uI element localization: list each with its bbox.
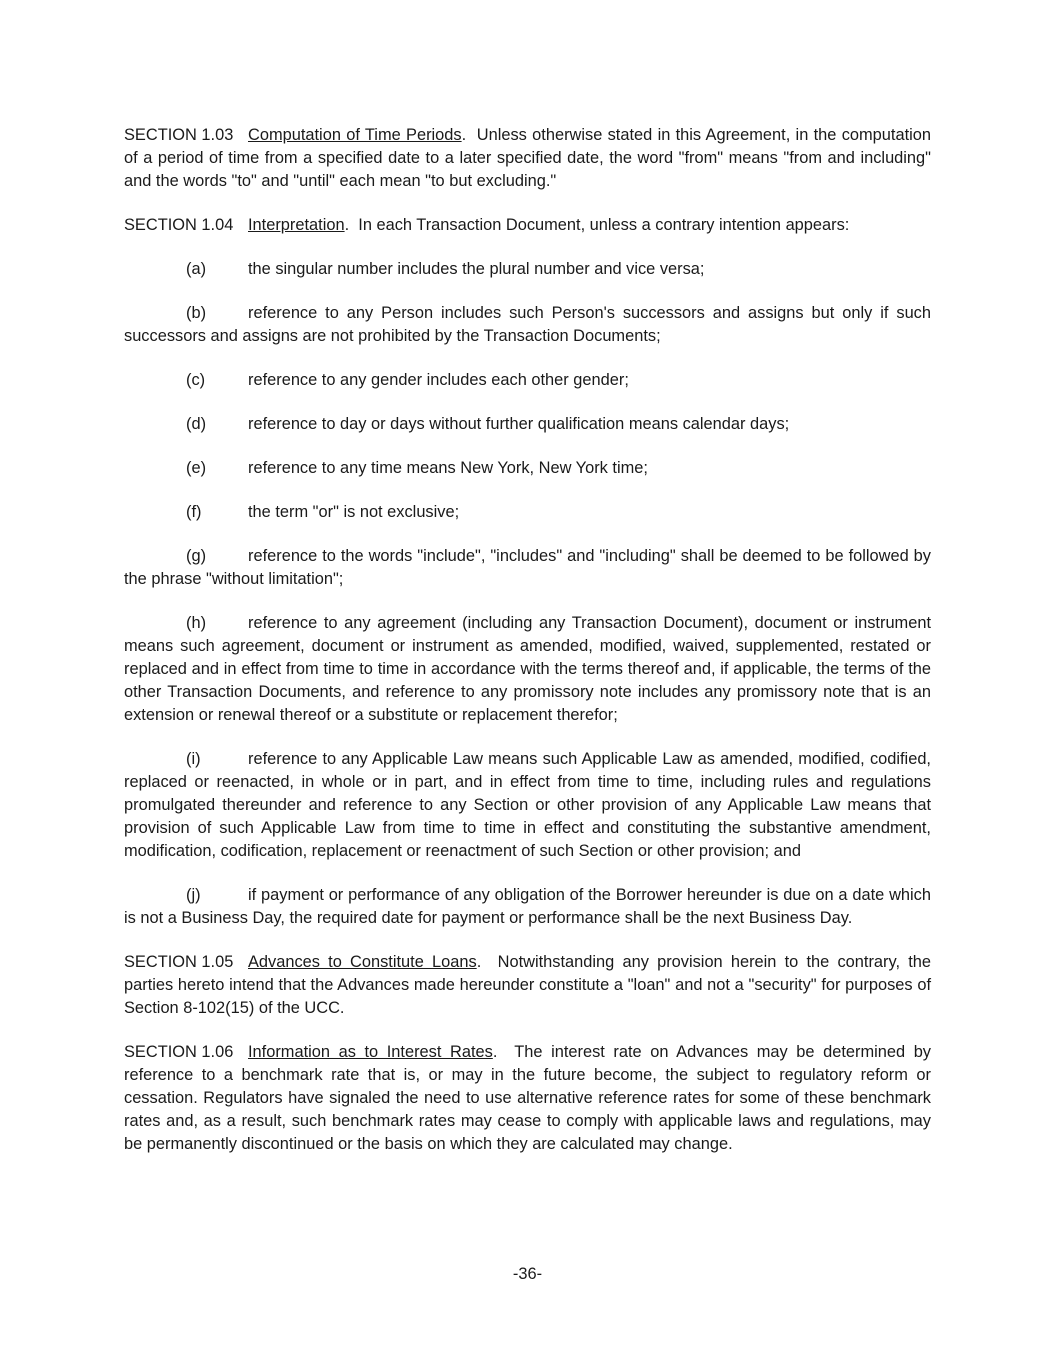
list-item-label: (c) <box>186 371 206 389</box>
section-text: Notwithstanding any provision herein to the contrary, the parties hereto intend that the Advances made hereunder constitute a "loan" and not a "security" for purposes of Section 8-102(15) of the UCC. <box>124 953 931 1017</box>
section-title: Interpretation <box>248 216 345 234</box>
list-item-text: the singular number includes the plural number and vice versa; <box>248 260 705 278</box>
list-item-g <box>124 545 931 591</box>
section-1-04: SECTION 1.04 Interpretation. In each Transaction Document, unless a contrary intention appears: <box>124 214 931 237</box>
list-item-text: reference to any Applicable Law means such Applicable Law as amended, modified, codified, replaced or reenacted, in whole or in part, and in effect from time to time, including rules and regulations promulgated thereunder and reference to any Section or other provision of any Applicable Law means that provision of such Applicable Law from time to time in effect and constituting the substantive amendment, modification, codification, replacement or reenactment of such Section or other provision; and <box>124 750 931 860</box>
list-item-label: (b) <box>186 304 207 322</box>
list-item-text: reference to the words "include", "includes" and "including" shall be deemed to be followed by the phrase "without limitation"; <box>124 547 931 588</box>
list-item-label: (e) <box>186 459 207 477</box>
list-item-label: (f) <box>186 503 202 521</box>
section-text: The interest rate on Advances may be determined by reference to a benchmark rate that is, or may in the future become, the subject to regulatory reform or cessation. Regulators have signaled the need to use alternative reference rates for some of these benchmark rates and, as a result, such benchmark rates may cease to comply with applicable laws and regulations, may be permanently discontinued or the basis on which they are calculated may change. <box>124 1043 932 1153</box>
list-item-label: (g) <box>186 547 207 565</box>
list-item-i <box>124 748 931 863</box>
list-item-text: reference to any Person includes such Person's successors and assigns but only if such successors and assigns are not prohibited by the Transaction Documents; <box>124 304 931 345</box>
list-item-text: reference to any gender includes each other gender; <box>248 371 629 389</box>
list-item-d <box>124 413 931 436</box>
list-item-c <box>124 369 931 392</box>
list-item-label: (i) <box>186 750 201 768</box>
list-item-label: (h) <box>186 614 207 632</box>
list-item-h <box>124 612 931 727</box>
list-item-text: if payment or performance of any obligation of the Borrower hereunder is due on a date which is not a Business Day, the required date for payment or performance shall be the next Business Day. <box>124 886 931 927</box>
list-item-j <box>124 884 931 930</box>
section-title: Advances to Constitute Loans <box>248 953 477 971</box>
list-item-label: (a) <box>186 260 207 278</box>
section-number: SECTION 1.06 <box>124 1043 234 1061</box>
list-item-a <box>124 258 931 281</box>
section-title: Computation of Time Periods <box>248 126 462 144</box>
list-item-text: reference to day or days without further qualification means calendar days; <box>248 415 790 433</box>
section-1-05: SECTION 1.05 Advances to Constitute Loans. Notwithstanding any provision herein to the contrary, the parties hereto intend that the Advances made hereunder constitute a "loan" and not a "security" for purposes of Section 8-102(15) of the UCC. <box>124 953 931 1017</box>
list-item-b <box>124 302 931 348</box>
list-item-text: the term "or" is not exclusive; <box>248 503 460 521</box>
list-item-f <box>124 501 931 524</box>
section-1-06: SECTION 1.06 Information as to Interest Rates. The interest rate on Advances may be determined by reference to a benchmark rate that is, or may in the future become, the subject to regulatory reform or cessation. Regulators have signaled the need to use alternative reference rates for some of these benchmark rates and, as a result, such benchmark rates may cease to comply with applicable laws and regulations, may be permanently discontinued or the basis on which they are calculated may change. <box>124 1043 932 1153</box>
section-number: SECTION 1.05 <box>124 953 234 971</box>
list-item-label: (d) <box>186 415 207 433</box>
section-number: SECTION 1.03 <box>124 126 234 144</box>
section-text: In each Transaction Document, unless a contrary intention appears: <box>358 216 850 234</box>
list-item-e <box>124 457 931 480</box>
list-item-text: reference to any agreement (including any Transaction Document), document or instrument means such agreement, document or instrument as amended, modified, waived, supplemented, restated or replaced and in effect from time to time in accordance with the terms thereof and, if applicable, the terms of the other Transaction Documents, and reference to any promissory note includes any promissory note that is an extension or renewal thereof or a substitute or replacement therefor; <box>124 614 931 724</box>
section-title: Information as to Interest Rates <box>248 1043 493 1061</box>
section-1-03: SECTION 1.03 Computation of Time Periods. Unless otherwise stated in this Agreement, in the computation of a period of time from a specified date to a later specified date, the word "from" means "from and including" and the words "to" and "until" each mean "to but excluding." <box>124 126 931 190</box>
page-number: -36- <box>512 1265 543 1283</box>
list-item-text: reference to any time means New York, New York time; <box>248 459 648 477</box>
section-number: SECTION 1.04 <box>124 216 234 234</box>
list-item-label: (j) <box>186 886 201 904</box>
document-page <box>124 124 931 1177</box>
section-text: Unless otherwise stated in this Agreement, in the computation of a period of time from a specified date to a later specified date, the word "from" means "from and including" and the words "to" and "until" each mean "to but excluding." <box>124 126 931 190</box>
